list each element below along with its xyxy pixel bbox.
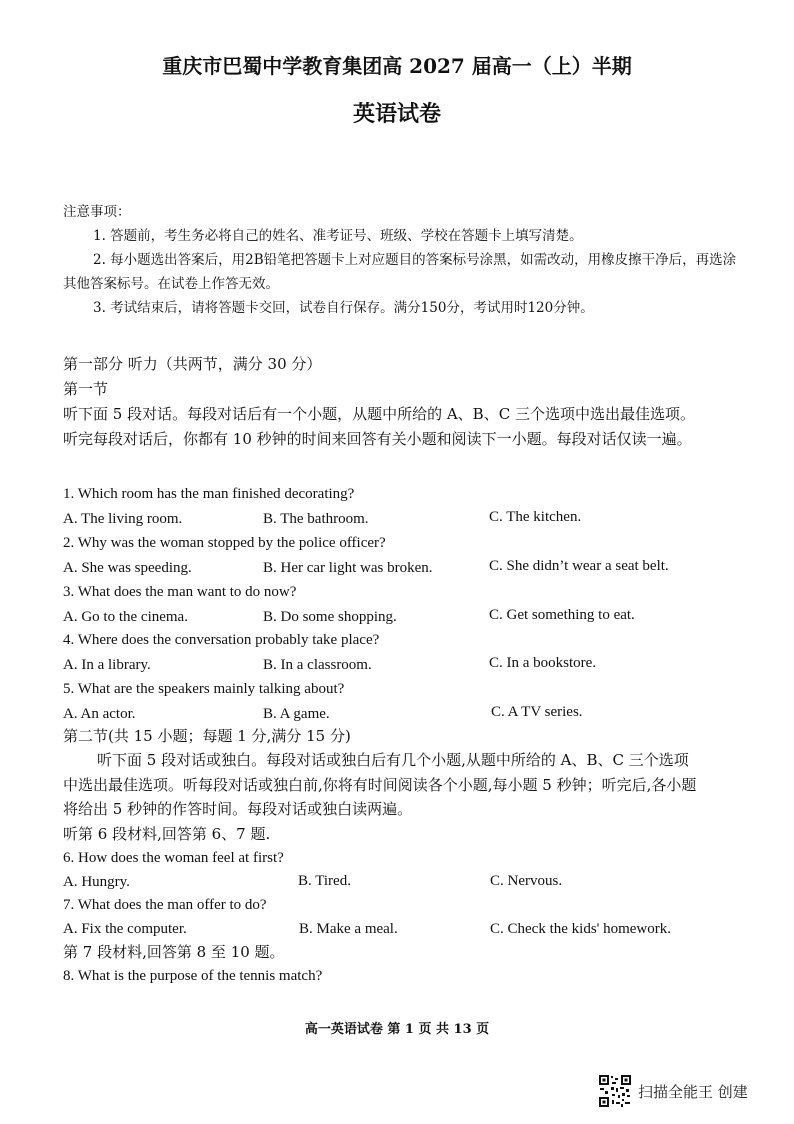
q1-option-c: C. The kitchen. xyxy=(489,509,582,525)
question-3: 3. What does the man want to do now? xyxy=(63,584,297,600)
material-7-label: 第 7 段材料,回答第 8 至 10 题。 xyxy=(63,943,285,961)
q3-option-c: C. Get something to eat. xyxy=(489,607,635,623)
question-5: 5. What are the speakers mainly talking about? xyxy=(63,681,345,697)
section1-instructions: 听下面 5 段对话。每段对话后有一个小题，从题中所给的 A、B、C 三个选项中选出最佳选项。听完每段对话后，你都有 10 秒钟的时间来回答有关小题和阅读下一小题。每段对话仅读一遍。 xyxy=(63,405,695,448)
section2-heading: 第二节(共 15 小题；每题 1 分,满分 15 分) xyxy=(63,727,351,745)
q4-option-b: B. In a classroom. xyxy=(263,657,372,673)
q7-option-b: B. Make a meal. xyxy=(299,921,398,937)
section2-instructions: 听下面 5 段对话或独白。每段对话或独白后有几个小题,从题中所给的 A、B、C 三个选项中选出最佳选项。听每段对话或独白前,你将有时间阅读各个小题,每小题 5 秒钟；听完后,各小题将给出 5 秒钟的作答时间。每段对话或独白读两遍。 xyxy=(63,751,697,818)
q3-option-b: B. Do some shopping. xyxy=(263,609,397,625)
q6-option-b: B. Tired. xyxy=(298,873,351,889)
question-8: 8. What is the purpose of the tennis match? xyxy=(63,968,323,984)
notice-item-2: 2. 每小题选出答案后，用2B铅笔把答题卡上对应题目的答案标号涂黑，如需改动，用橡皮擦干净后，再选涂其他答案标号。在试卷上作答无效。 xyxy=(63,252,737,292)
exam-title: 重庆市巴蜀中学教育集团高 2027 届高一（上）半期 xyxy=(162,54,632,78)
q7-option-a: A. Fix the computer. xyxy=(63,921,187,937)
part1-heading: 第一部分 听力（共两节，满分 30 分） xyxy=(63,355,322,373)
page-footer: 高一英语试卷 第 1 页 共 13 页 xyxy=(304,1022,490,1037)
notice-item-1: 1. 答题前，考生务必将自己的姓名、准考证号、班级、学校在答题卡上填写清楚。 xyxy=(93,228,583,244)
question-4: 4. Where does the conversation probably take place? xyxy=(63,632,380,648)
exam-subtitle: 英语试卷 xyxy=(352,101,441,127)
q2-option-b: B. Her car light was broken. xyxy=(263,560,433,576)
question-7: 7. What does the man offer to do? xyxy=(63,897,267,913)
watermark-text: 扫描全能王 创建 xyxy=(638,1082,748,1101)
q5-option-a: A. An actor. xyxy=(63,706,136,722)
scanner-watermark xyxy=(598,1074,748,1108)
qr-code-icon xyxy=(598,1074,632,1108)
q6-option-c: C. Nervous. xyxy=(490,873,563,889)
question-6: 6. How does the woman feel at first? xyxy=(63,850,284,866)
q4-option-c: C. In a bookstore. xyxy=(489,655,597,671)
q2-option-c: C. She didn’t wear a seat belt. xyxy=(489,558,669,574)
q7-option-c: C. Check the kids' homework. xyxy=(490,921,672,937)
section1-heading: 第一节 xyxy=(63,380,109,398)
q1-option-a: A. The living room. xyxy=(63,511,183,527)
question-2: 2. Why was the woman stopped by the police officer? xyxy=(63,535,386,551)
q4-option-a: A. In a library. xyxy=(63,657,151,673)
q3-option-a: A. Go to the cinema. xyxy=(63,609,188,625)
question-1: 1. Which room has the man finished decorating? xyxy=(63,486,355,502)
material-6-label: 听第 6 段材料,回答第 6、7 题. xyxy=(63,825,271,843)
q5-option-c: C. A TV series. xyxy=(491,704,583,720)
notice-item-3: 3. 考试结束后，请将答题卡交回，试卷自行保存。满分150分，考试用时120分钟。 xyxy=(93,300,594,316)
notice-heading: 注意事项： xyxy=(63,204,131,220)
q1-option-b: B. The bathroom. xyxy=(263,511,369,527)
q6-option-a: A. Hungry. xyxy=(63,874,130,890)
q5-option-b: B. A game. xyxy=(263,706,330,722)
notice-section xyxy=(63,200,743,320)
q2-option-a: A. She was speeding. xyxy=(63,560,192,576)
